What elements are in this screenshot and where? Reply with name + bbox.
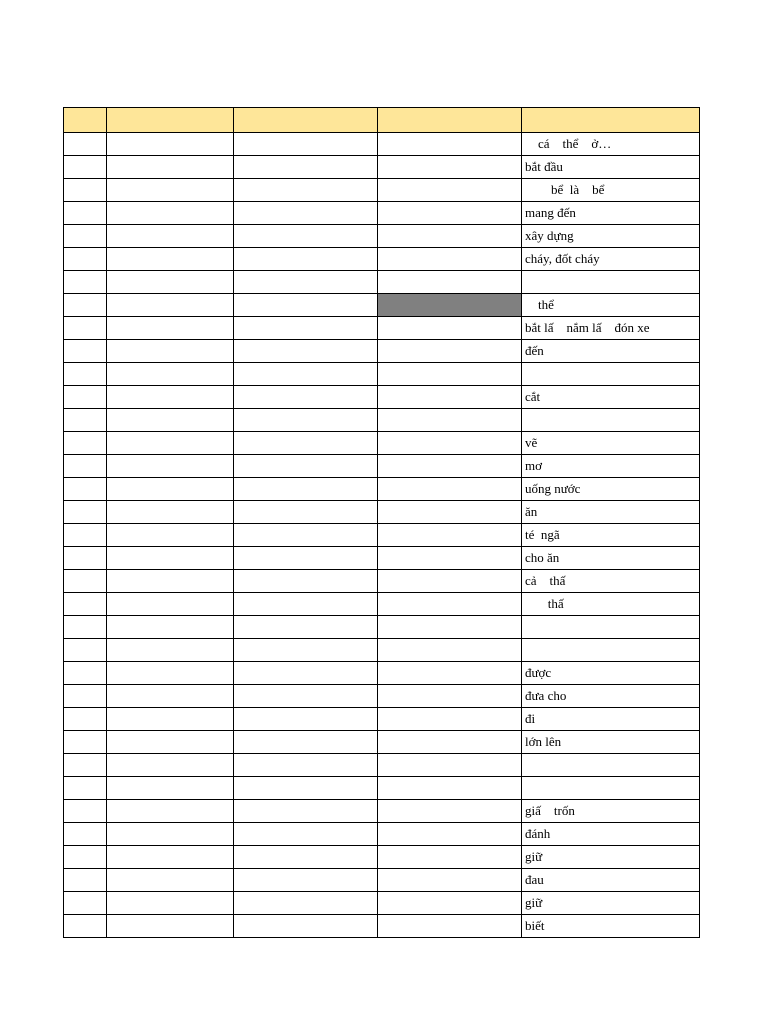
table-cell [64, 800, 107, 823]
table-cell [107, 432, 234, 455]
table-cell [64, 455, 107, 478]
table-cell [234, 662, 378, 685]
table-cell [107, 892, 234, 915]
table-row [64, 570, 700, 593]
table-row [64, 340, 700, 363]
table-cell [378, 685, 522, 708]
table-cell [107, 662, 234, 685]
table-cell [378, 662, 522, 685]
meaning-cell: đi [522, 708, 700, 731]
table-cell [107, 685, 234, 708]
table-cell [64, 662, 107, 685]
table-cell [378, 133, 522, 156]
table-cell [107, 202, 234, 225]
table-cell [64, 501, 107, 524]
table-cell [378, 823, 522, 846]
table-cell [234, 570, 378, 593]
meaning-cell [522, 639, 700, 662]
meaning-cell: xây dựng [522, 225, 700, 248]
table-cell [234, 455, 378, 478]
table-cell [64, 616, 107, 639]
meaning-cell: giữ [522, 846, 700, 869]
table-cell [107, 225, 234, 248]
table-cell [234, 478, 378, 501]
table-cell [64, 708, 107, 731]
table-cell [64, 777, 107, 800]
table-cell [234, 248, 378, 271]
header-cell [64, 108, 107, 133]
table-cell [378, 225, 522, 248]
table-row [64, 156, 700, 179]
table-row [64, 800, 700, 823]
table-cell [107, 547, 234, 570]
table-cell [378, 731, 522, 754]
table-cell [234, 317, 378, 340]
meaning-cell [522, 616, 700, 639]
table-cell [378, 616, 522, 639]
table-cell [64, 524, 107, 547]
table-cell [107, 248, 234, 271]
table-cell [234, 363, 378, 386]
meaning-cell [522, 363, 700, 386]
table-row [64, 708, 700, 731]
table-cell [378, 432, 522, 455]
table-cell [107, 777, 234, 800]
table-cell [64, 869, 107, 892]
table-row [64, 869, 700, 892]
table-cell [378, 915, 522, 938]
table-cell [234, 179, 378, 202]
table-cell [378, 271, 522, 294]
table-cell [107, 846, 234, 869]
table-cell [234, 294, 378, 317]
table-row [64, 294, 700, 317]
table-cell [378, 846, 522, 869]
table-cell [234, 777, 378, 800]
table-cell [234, 616, 378, 639]
table-cell [107, 455, 234, 478]
table-row [64, 639, 700, 662]
meaning-cell [522, 271, 700, 294]
table-cell [107, 639, 234, 662]
table-cell [64, 133, 107, 156]
table-row [64, 248, 700, 271]
table-cell [64, 478, 107, 501]
table-cell [107, 271, 234, 294]
table-cell [64, 639, 107, 662]
table-row [64, 271, 700, 294]
table-row [64, 685, 700, 708]
table-cell [64, 317, 107, 340]
table-cell [378, 294, 522, 317]
table-row [64, 386, 700, 409]
table-cell [378, 202, 522, 225]
table-cell [64, 409, 107, 432]
table-cell [64, 179, 107, 202]
table-cell [234, 846, 378, 869]
table-cell [234, 202, 378, 225]
table-cell [64, 846, 107, 869]
table-cell [107, 754, 234, 777]
table-cell [378, 156, 522, 179]
table-cell [234, 432, 378, 455]
table-cell [234, 892, 378, 915]
table-cell [107, 823, 234, 846]
meaning-cell [522, 754, 700, 777]
table-cell [107, 409, 234, 432]
meaning-cell: cháy, đốt cháy [522, 248, 700, 271]
table-cell [64, 271, 107, 294]
table-cell [107, 156, 234, 179]
table-row [64, 823, 700, 846]
table-row [64, 777, 700, 800]
table-cell [107, 317, 234, 340]
meaning-cell: biết [522, 915, 700, 938]
table-cell [378, 754, 522, 777]
table-cell [378, 386, 522, 409]
table-cell [107, 501, 234, 524]
table-row [64, 593, 700, 616]
table-cell [234, 823, 378, 846]
table-row [64, 317, 700, 340]
table-cell [234, 156, 378, 179]
table-row [64, 731, 700, 754]
table-cell [234, 800, 378, 823]
table-row [64, 846, 700, 869]
table-cell [64, 547, 107, 570]
table-cell [234, 685, 378, 708]
table-cell [234, 593, 378, 616]
table-cell [64, 915, 107, 938]
table-cell [234, 731, 378, 754]
table-cell [378, 455, 522, 478]
table-cell [64, 570, 107, 593]
table-cell [107, 731, 234, 754]
table-cell [107, 800, 234, 823]
table-cell [378, 363, 522, 386]
table-cell [64, 685, 107, 708]
table-cell [378, 593, 522, 616]
table-cell [107, 570, 234, 593]
table-cell [378, 524, 522, 547]
table-cell [64, 731, 107, 754]
meaning-cell: được [522, 662, 700, 685]
meaning-cell: bể là bể [522, 179, 700, 202]
meaning-cell: lớn lên [522, 731, 700, 754]
vocabulary-table [63, 107, 700, 938]
table-cell [107, 593, 234, 616]
table-cell [107, 386, 234, 409]
table-row [64, 179, 700, 202]
table-cell [378, 892, 522, 915]
table-row [64, 501, 700, 524]
meaning-cell: uống nước [522, 478, 700, 501]
table-row [64, 133, 700, 156]
table-row [64, 892, 700, 915]
table-cell [107, 869, 234, 892]
meaning-cell: giấ trốn [522, 800, 700, 823]
table-cell [64, 202, 107, 225]
table-cell [107, 915, 234, 938]
table-cell [234, 915, 378, 938]
table-cell [378, 708, 522, 731]
table-row [64, 662, 700, 685]
table-cell [107, 133, 234, 156]
meaning-cell: thấ [522, 593, 700, 616]
meaning-cell: cá thể ở… [522, 133, 700, 156]
table-row [64, 754, 700, 777]
meaning-cell: té ngã [522, 524, 700, 547]
table-cell [234, 547, 378, 570]
meaning-cell: bắt lấ nắm lấ đón xe [522, 317, 700, 340]
table-cell [378, 501, 522, 524]
header-cell [378, 108, 522, 133]
table-cell [378, 547, 522, 570]
meaning-cell [522, 777, 700, 800]
table-cell [378, 478, 522, 501]
table-row [64, 478, 700, 501]
table-cell [234, 708, 378, 731]
meaning-cell: mang đến [522, 202, 700, 225]
meaning-cell: ăn [522, 501, 700, 524]
table-cell [107, 478, 234, 501]
table-cell [378, 777, 522, 800]
table-row [64, 202, 700, 225]
meaning-cell: cho ăn [522, 547, 700, 570]
table-cell [234, 754, 378, 777]
meaning-cell: đau [522, 869, 700, 892]
table-cell [234, 225, 378, 248]
table-cell [234, 133, 378, 156]
table-cell [107, 524, 234, 547]
table-cell [234, 869, 378, 892]
table-cell [64, 248, 107, 271]
table-cell [107, 179, 234, 202]
meaning-cell: mơ [522, 455, 700, 478]
table-row [64, 616, 700, 639]
meaning-cell: cắt [522, 386, 700, 409]
table-cell [378, 800, 522, 823]
meaning-cell: đến [522, 340, 700, 363]
table-cell [378, 570, 522, 593]
table-cell [234, 340, 378, 363]
table-row [64, 524, 700, 547]
table-cell [64, 363, 107, 386]
meaning-cell: đánh [522, 823, 700, 846]
meaning-cell: vẽ [522, 432, 700, 455]
table-cell [234, 409, 378, 432]
header-row [64, 108, 700, 133]
table-cell [64, 892, 107, 915]
meaning-cell: bắt đầu [522, 156, 700, 179]
table-cell [234, 386, 378, 409]
table-cell [234, 271, 378, 294]
meaning-cell: thể [522, 294, 700, 317]
table-row [64, 363, 700, 386]
table-cell [234, 501, 378, 524]
table-cell [64, 225, 107, 248]
table-cell [64, 340, 107, 363]
table-cell [64, 432, 107, 455]
table-cell [107, 340, 234, 363]
table-cell [107, 363, 234, 386]
table-cell [64, 754, 107, 777]
meaning-cell: cả thấ [522, 570, 700, 593]
table-cell [234, 639, 378, 662]
header-cell [522, 108, 700, 133]
table-cell [64, 156, 107, 179]
meaning-cell: giữ [522, 892, 700, 915]
table-cell [107, 616, 234, 639]
table-cell [234, 524, 378, 547]
table-cell [64, 386, 107, 409]
table-cell [378, 409, 522, 432]
table-cell [378, 179, 522, 202]
table-row [64, 409, 700, 432]
meaning-cell [522, 409, 700, 432]
table-cell [378, 340, 522, 363]
table-cell [378, 248, 522, 271]
table-row [64, 432, 700, 455]
table-cell [64, 593, 107, 616]
meaning-cell: đưa cho [522, 685, 700, 708]
header-cell [107, 108, 234, 133]
table-cell [378, 869, 522, 892]
table-row [64, 225, 700, 248]
table-cell [107, 708, 234, 731]
table-cell [64, 823, 107, 846]
table-cell [378, 639, 522, 662]
table-cell [378, 317, 522, 340]
table-cell [64, 294, 107, 317]
table-cell [107, 294, 234, 317]
table-row [64, 547, 700, 570]
header-cell [234, 108, 378, 133]
table-row [64, 455, 700, 478]
table-row [64, 915, 700, 938]
